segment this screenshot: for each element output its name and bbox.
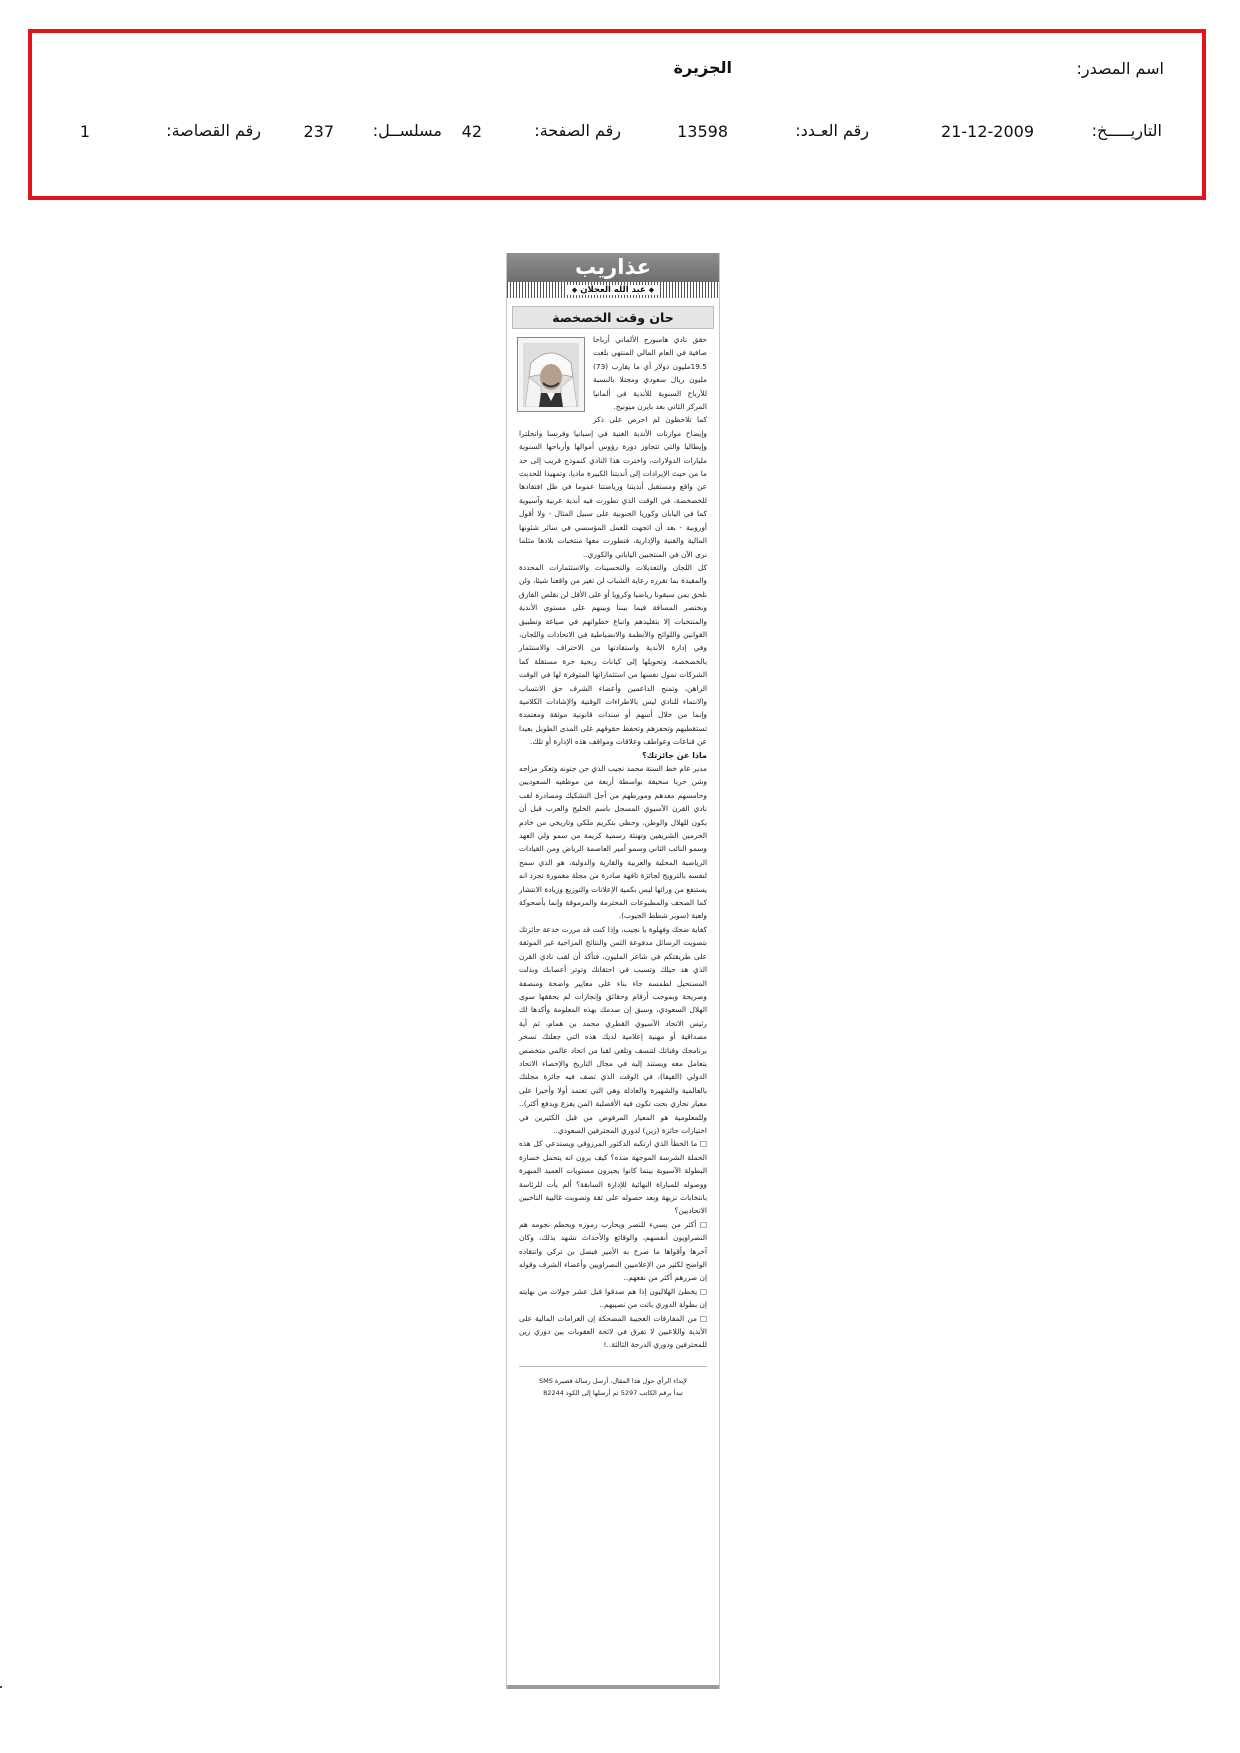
sms-footer (519, 1366, 707, 1399)
article-body (507, 333, 719, 1399)
paragraph: □ أكثر من يسيء للنصر ويحارب رموزه ويحطم نجومه هم النصراويون أنفسهم، والوقائع والأحداث تشهد بذلك، وكان آخرها وأقواها ما صرح به الأمير فيصل بن تركي وانتقاده الواضح لكثير من الإعلاميين النصراويين وأعضاء الشرف وقوله إن ضررهم أكثر من نفعهم.. (519, 1219, 707, 1283)
author-byline (507, 282, 719, 298)
paragraph: كل اللجان والتعديلات والتحسينات والاستثمارات المحددة والمقيدة بما تقرره رعاية الشباب لن تغير من واقعنا شيئا، ولن نلحق بمن سبقونا رياضيا وكرويا أو على الأقل لن نقلص الفارق ونختصر المسافة فيما بيننا وبينهم على مستوى الأندية والمنتخبات إلا بتقليدهم واتباع خطواتهم في صياغة وتطبيق القوانين واللوائح والأنظمة والانضباطية في الاتحادات واللجان، وفي إدارة الأندية واستفادتها من الاحتراف والاستثمار بالخصخصة، وتحويلها إلى كيانات ربحية حرة مستقلة كما الشركات تمول نفسها من استثماراتها المتوفرة لها في الوقت الراهن، وتمنح الداعمين وأعضاء الشرف حق الانتساب والانتماء للنادي ليس بالاطراءات الوقتية والإشادات الكلامية وإنما من خلال أسهم أو سندات قانونية موثقة ومعتمدة تستقطبهم وتحفزهم وتحفظ حقوقهم على المدى الطويل بعيدا عن قناعات وعواطف وعلاقات ومواقف هذه الإدارة أو تلك. (519, 562, 707, 747)
source-value: الجزيرة (673, 58, 732, 77)
sms-footer-line: تبدأ برقم الكاتب 5297 ثم أرسلها إلى الكود 82244 (543, 1388, 683, 1397)
date-value: 21-12-2009 (941, 122, 1034, 141)
page-label: رقم الصفحة: (534, 121, 621, 140)
column-title: عذاريب (507, 253, 719, 282)
paragraph: كفاية ضحك وفهلوة يا نجيب، وإذا كنت قد مررت خدعة جائزتك بتصويت الرسائل مدفوعة الثمن والنتائج المزاجية غير الموثقة على طريقتكم في شاعر المليون، فتأكد أن لقب نادي القرن الذي هد حيلك وتسبب في احتقانك وتوتر أعصابك وبذلت المستحيل لطمسه جاء بناء على معايير واضحة ومنصفة وصريحة وبموجب أرقام وحقائق وإنجازات لم يحققها سوى الهلال السعودي، وسبق إن صدمك بهذه المعلومة وأكدها لك رئيس الاتحاد الآسيوي القطري محمد بن همام، ثم أية مصداقية أو مهنية إعلامية لديك هذه التي جعلتك تسخر برنامجك وقناتك لتنسف وتلغي لقبا من اتحاد عالمي متخصص يتعامل معه ويستند إليه في مجال التاريخ والإحصاء الاتحاد الدولي (الفيفا)، في الوقت الذي تصف فيه جائزة مجلتك بالعالمية والشهيرة والعادلة وهي التي تعتمد أولا وأخيرا على معيار تجاري بحت تكون فيه الأفضلية (لمن يفزع ويدفع أكثر).. وللمعلومية هو المعيار المرفوض من قبل الكثيرين في اختيارات جائزة (زين) لدوري المحترفين السعودي.. (519, 924, 707, 1135)
newspaper-clipping (506, 253, 720, 1689)
article-headline: حان وقت الخصخصة (512, 306, 714, 329)
author-photo (517, 337, 585, 412)
serial-label: مسلســل: (372, 121, 442, 140)
article-subhead: ماذا عن جائزتك؟ (642, 750, 707, 760)
paragraph: □ من المفارقات العجيبة المضحكة إن الغرامات المالية على الأندية واللاعبين لا تفرق في لائحة العقوبات بين دوري زين للمحترفين ودوري الدرجة الثالثة..! (519, 1313, 707, 1350)
diamond-icon: ◆ (571, 286, 578, 294)
author-name: عبد الله العجلان (580, 285, 646, 295)
page-value: 42 (461, 122, 482, 141)
diamond-icon: ◆ (648, 286, 655, 294)
issue-label: رقم العـدد: (795, 121, 869, 140)
paragraph: □ يخطئ الهلاليون إذا هم صدقوا قبل عشر جولات من نهايته إن بطولة الدوري باتت من نصيبهم.. (519, 1286, 707, 1310)
paragraph: حقق نادي هامبورج الألماني أرباحا صافية في العام المالي المنتهي بلغت 19.5مليون دولار أي ما يقارب (73) مليون ريال سعودي ومحتلا بالنسبة للأرباح السنوية للأندية في ألمانيا المركز الثاني بعد بايرن ميونيخ. (593, 335, 707, 412)
scan-mark (0, 1686, 2, 1688)
issue-value: 13598 (677, 122, 728, 141)
date-label: التاريـــــخ: (1091, 121, 1162, 140)
serial-value: 237 (303, 122, 334, 141)
source-label: اسم المصدر: (1076, 59, 1164, 78)
paragraph: كما تلاحظون لم احرص على ذكر وإيضاح موازنات الأندية الغنية في إسبانيا وفرنسا وانجلترا وإيطاليا والتي تتجاوز دورة رؤوس أموالها وأرباحها السنوية مليارات الدولارات، واخترت هذا النادي كنموذج قريب إلى حد ما من حيث الإيرادات إلى أنديتنا الكبيرة ماديا، وتمهيدا للحديث عن واقع ومستقبل أنديتنا ورياضتنا عموما في ظل افتقادها للخصخصة، في الوقت الذي تطورت فيه أندية عربية وآسيوية كما في اليابان وكوريا الجنوبية على سبيل المثال - ولا أقول أوروبية - بعد أن اتجهت للعمل المؤسسي في سائر شئونها المالية والفنية والإدارية، فتطورت معها منتخبات بلادها مثلما نرى الآن في المنتخبين الياباني والكوري.. (519, 415, 707, 559)
bottom-rule (507, 1685, 719, 1689)
paragraph: □ ما الخطأ الذي ارتكبه الدكتور المرزوقي ويستدعي كل هذه الحملة الشرسة الموجهة ضده؟ كيف يرون انه يتحمل خسارة البطولة الآسيوية بينما كانوا يجيرون مستويات العميد المبهرة ووصوله للمباراة النهائية للإدارة السابقة؟ ألم يأت للرئاسة بانتخابات نزيهة وبعد حصوله على ثقة وتصويت غالبية الناخبين الاتحاديين؟ (519, 1139, 707, 1216)
clip-value: 1 (79, 122, 90, 141)
document-metadata-box (28, 29, 1206, 200)
author-portrait-icon (523, 343, 579, 407)
sms-footer-line: لإبداء الرأي حول هذا المقال، أرسل رسالة قصيرة SMS (539, 1376, 687, 1385)
clip-label: رقم القصاصة: (166, 121, 261, 140)
paragraph: مدير عام خط الستة محمد نجيب الذي جن جنونه وتعكر مزاجه وشن حربا سخيفة بواسطة أربعة من موظفيه السعوديين وخامسهم معدهم ومورطهم من أجل التشكيك ومصادرة لقب نادي القرن الآسيوي المسجل باسم الخليج والعرب قبل أن يكون للهلال والوطن، وحظي بتكريم ملكي وتاريخي من خادم الحرمين الشريفين وتهنئة رسمية كريمة من سمو ولي العهد وسمو النائب الثاني وسمو أمير العاصمة الرياض ومن القيادات الرياضية المحلية والعربية والقارية والدولية، هو الذي سمح لنفسه بالترويج لجائزة تافهة صادرة من مجلة مغمورة تجرد انه يستنفع من ورائها ليس بكمية الإعلانات والتوزيع وزيادة الانتشار كما الصحف والمطبوعات المحترمة والمرموقة وإنما بأضحوكة ولعبة (سوبر شطط الجيوب). (519, 764, 707, 921)
